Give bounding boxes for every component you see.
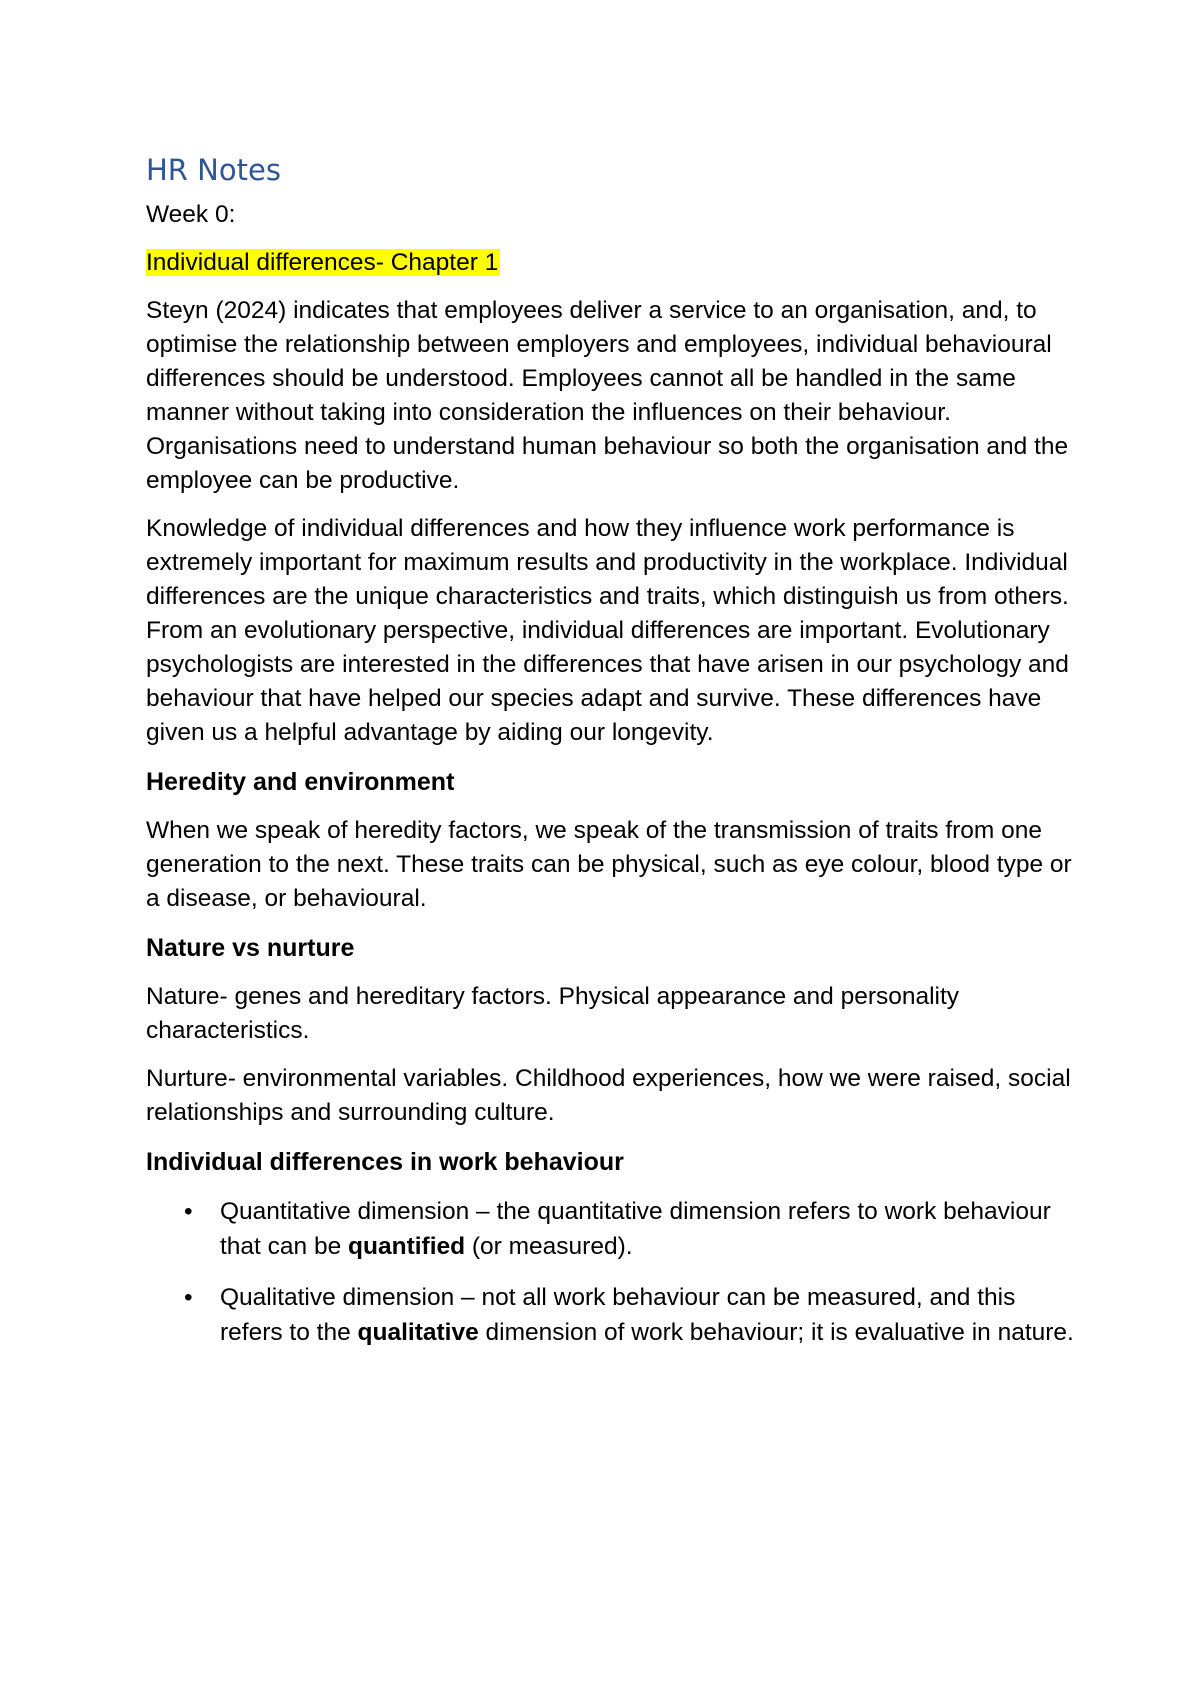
work-behaviour-list (146, 1194, 1076, 1350)
nature-paragraph: Nature- genes and hereditary factors. Physical appearance and personality characteristics. (146, 983, 960, 1044)
list-item-text: Qualitative dimension – not all work behaviour can be measured, and this refers to the (220, 1284, 1016, 1346)
nurture-paragraph: Nurture- environmental variables. Childhood experiences, how we were raised, social relationships and surrounding culture. (146, 1065, 1071, 1126)
knowledge-paragraph: Knowledge of individual differences and how they influence work performance is extremely important for maximum results and productivity in the workplace. Individual differences are the unique characteristics and traits, which distinguish us from others. From an evolutionary perspective, individual differences are important. Evolutionary psychologists are interested in the differences that have arisen in our psychology and behaviour that have helped our species adapt and survive. These differences have given us a helpful advantage by aiding our longevity. (146, 515, 1069, 746)
list-item (184, 1280, 1076, 1350)
heredity-paragraph: When we speak of heredity factors, we speak of the transmission of traits from one generation to the next. These traits can be physical, such as eye colour, blood type or a disease, or behavioural. (146, 817, 1072, 912)
chapter-heading-text: Individual differences- Chapter 1 (146, 249, 499, 276)
list-item-text: Quantitative dimension – the quantitative dimension refers to work behaviour that can be (220, 1198, 1051, 1260)
heredity-heading: Heredity and environment (146, 768, 455, 796)
week-label: Week 0: (146, 201, 236, 228)
nature-heading: Nature vs nurture (146, 934, 355, 962)
list-item-bold: quantified (348, 1233, 466, 1260)
document-page (146, 150, 1076, 1366)
list-item-text-end: dimension of work behaviour; it is evaluative in nature. (478, 1319, 1074, 1346)
list-item-text-end: (or measured). (465, 1233, 633, 1260)
work-behaviour-heading: Individual differences in work behaviour (146, 1148, 624, 1176)
intro-paragraph: Steyn (2024) indicates that employees deliver a service to an organisation, and, to optimise the relationship between employers and employees, individual behavioural differences should be understood. Employees cannot all be handled in the same manner without taking into consideration the influences on their behaviour. Organisations need to understand human behaviour so both the organisation and the employee can be productive. (146, 297, 1069, 494)
list-item (184, 1194, 1076, 1264)
list-item-bold: qualitative (357, 1319, 479, 1346)
bullet-icon: • (184, 1198, 193, 1225)
bullet-icon: • (184, 1284, 193, 1311)
chapter-heading (146, 246, 1076, 280)
document-title: HR Notes (146, 153, 281, 187)
